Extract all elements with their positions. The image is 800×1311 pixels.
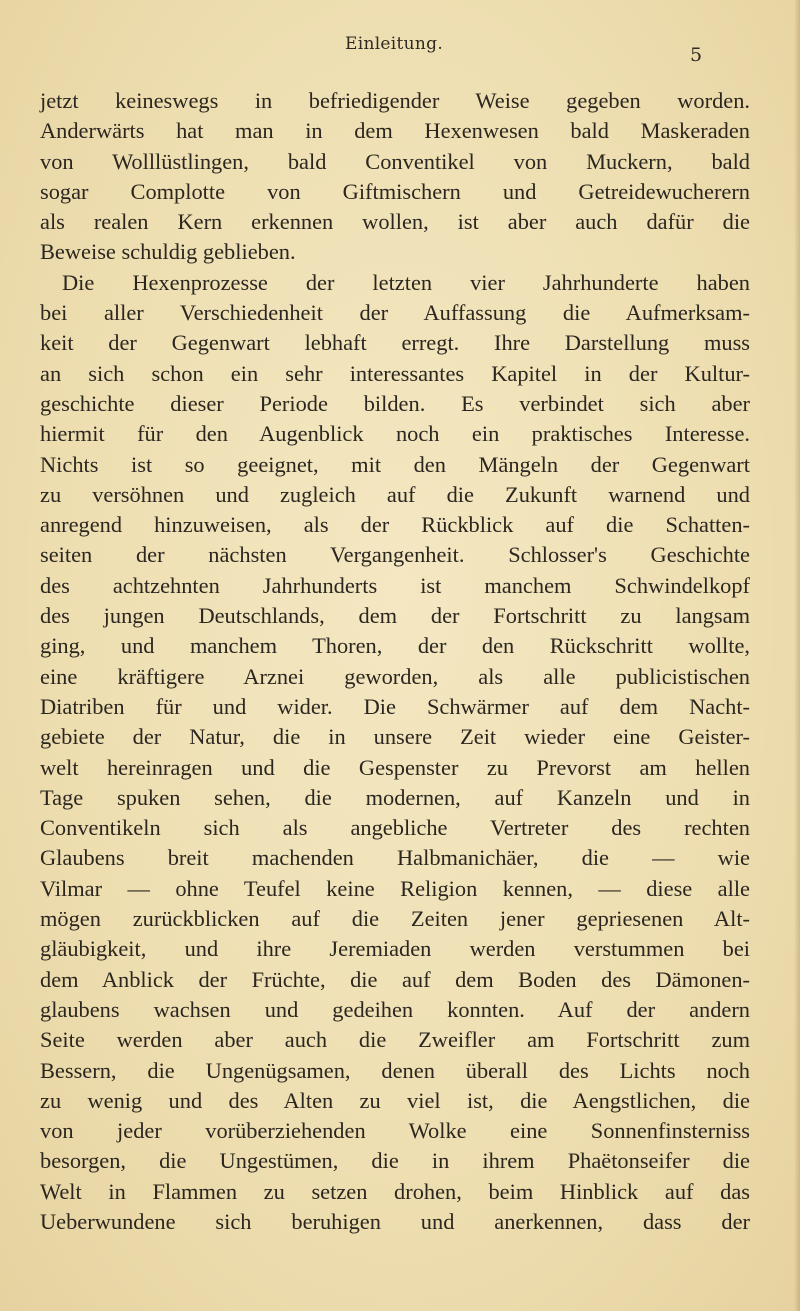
text-line: geschichte dieser Periode bilden. Es verbindet sich aber bbox=[40, 390, 750, 416]
text-line: Nichts ist so geeignet, mit den Mängeln der Gegenwart bbox=[40, 451, 750, 477]
text-line: von Wolllüstlingen, bald Conventikel von Muckern, bald bbox=[40, 148, 750, 174]
running-title: Einleitung. bbox=[345, 34, 444, 54]
text-line: des achtzehnten Jahrhunderts ist manchem Schwindelkopf bbox=[40, 572, 750, 598]
text-line: des jungen Deutschlands, dem der Fortschritt zu langsam bbox=[40, 603, 750, 629]
text-line: gebiete der Natur, die in unsere Zeit wieder eine Geister- bbox=[40, 724, 750, 750]
text-line: Glaubens breit machenden Halbmanichäer, die — wie bbox=[40, 845, 750, 871]
text-line: als realen Kern erkennen wollen, ist aber auch dafür die bbox=[40, 209, 750, 235]
text-line: Bessern, die Ungenügsamen, denen überall des Lichts noch bbox=[40, 1057, 750, 1083]
page-edge-shadow bbox=[794, 0, 800, 1311]
text-line: Diatriben für und wider. Die Schwärmer auf dem Nacht- bbox=[40, 693, 750, 719]
text-line: sogar Complotte von Giftmischern und Getreidewucherern bbox=[40, 178, 750, 204]
text-line: Die Hexenprozesse der letzten vier Jahrhunderte haben bbox=[62, 269, 750, 295]
text-line: welt hereinragen und die Gespenster zu Prevorst am hellen bbox=[40, 754, 750, 780]
page-header bbox=[0, 34, 800, 70]
text-line: Vilmar — ohne Teufel keine Religion kennen, — diese alle bbox=[40, 875, 750, 901]
text-line: gläubigkeit, und ihre Jeremiaden werden verstummen bei bbox=[40, 936, 750, 962]
text-line: Seite werden aber auch die Zweifler am Fortschritt zum bbox=[40, 1027, 750, 1053]
text-line: Conventikeln sich als angebliche Vertreter des rechten bbox=[40, 815, 750, 841]
text-line: Ueberwundene sich beruhigen und anerkennen, dass der bbox=[40, 1208, 750, 1234]
text-line: glaubens wachsen und gedeihen konnten. Auf der andern bbox=[40, 996, 750, 1022]
paragraph bbox=[40, 268, 750, 1238]
text-line: an sich schon ein sehr interessantes Kapitel in der Kultur- bbox=[40, 360, 750, 386]
text-line: dem Anblick der Früchte, die auf dem Boden des Dämonen- bbox=[40, 966, 750, 992]
text-line: jetzt keineswegs in befriedigender Weise gegeben worden. bbox=[40, 88, 750, 113]
text-line: mögen zurückblicken auf die Zeiten jener gepriesenen Alt- bbox=[40, 906, 750, 932]
text-line: ging, und manchem Thoren, der den Rückschritt wollte, bbox=[40, 633, 750, 659]
text-line: von jeder vorüberziehenden Wolke eine Sonnenfinsterniss bbox=[40, 1118, 750, 1144]
text-line: zu versöhnen und zugleich auf die Zukunft warnend und bbox=[40, 481, 750, 507]
text-line: seiten der nächsten Vergangenheit. Schlosser's Geschichte bbox=[40, 542, 750, 568]
text-line: Tage spuken sehen, die modernen, auf Kanzeln und in bbox=[40, 784, 750, 810]
text-line: Beweise schuldig geblieben. bbox=[40, 239, 296, 265]
text-line: keit der Gegenwart lebhaft erregt. Ihre Darstellung muss bbox=[40, 330, 750, 356]
text-line: anregend hinzuweisen, als der Rückblick auf die Schatten- bbox=[40, 512, 750, 538]
text-line: zu wenig und des Alten zu viel ist, die Aengstlichen, die bbox=[40, 1087, 750, 1113]
text-line: besorgen, die Ungestümen, die in ihrem Phaëtonseifer die bbox=[40, 1148, 750, 1174]
text-line: bei aller Verschiedenheit der Auffassung die Aufmerksam- bbox=[40, 300, 750, 326]
text-line: Welt in Flammen zu setzen drohen, beim Hinblick auf das bbox=[40, 1178, 750, 1204]
page-number: 5 bbox=[690, 44, 703, 66]
text-line: hiermit für den Augenblick noch ein praktisches Interesse. bbox=[40, 421, 750, 447]
text-line: Anderwärts hat man in dem Hexenwesen bald Maskeraden bbox=[40, 118, 750, 144]
paragraph bbox=[40, 86, 750, 268]
body-text bbox=[40, 86, 750, 1237]
text-line: eine kräftigere Arznei geworden, als alle publicistischen bbox=[40, 663, 750, 689]
